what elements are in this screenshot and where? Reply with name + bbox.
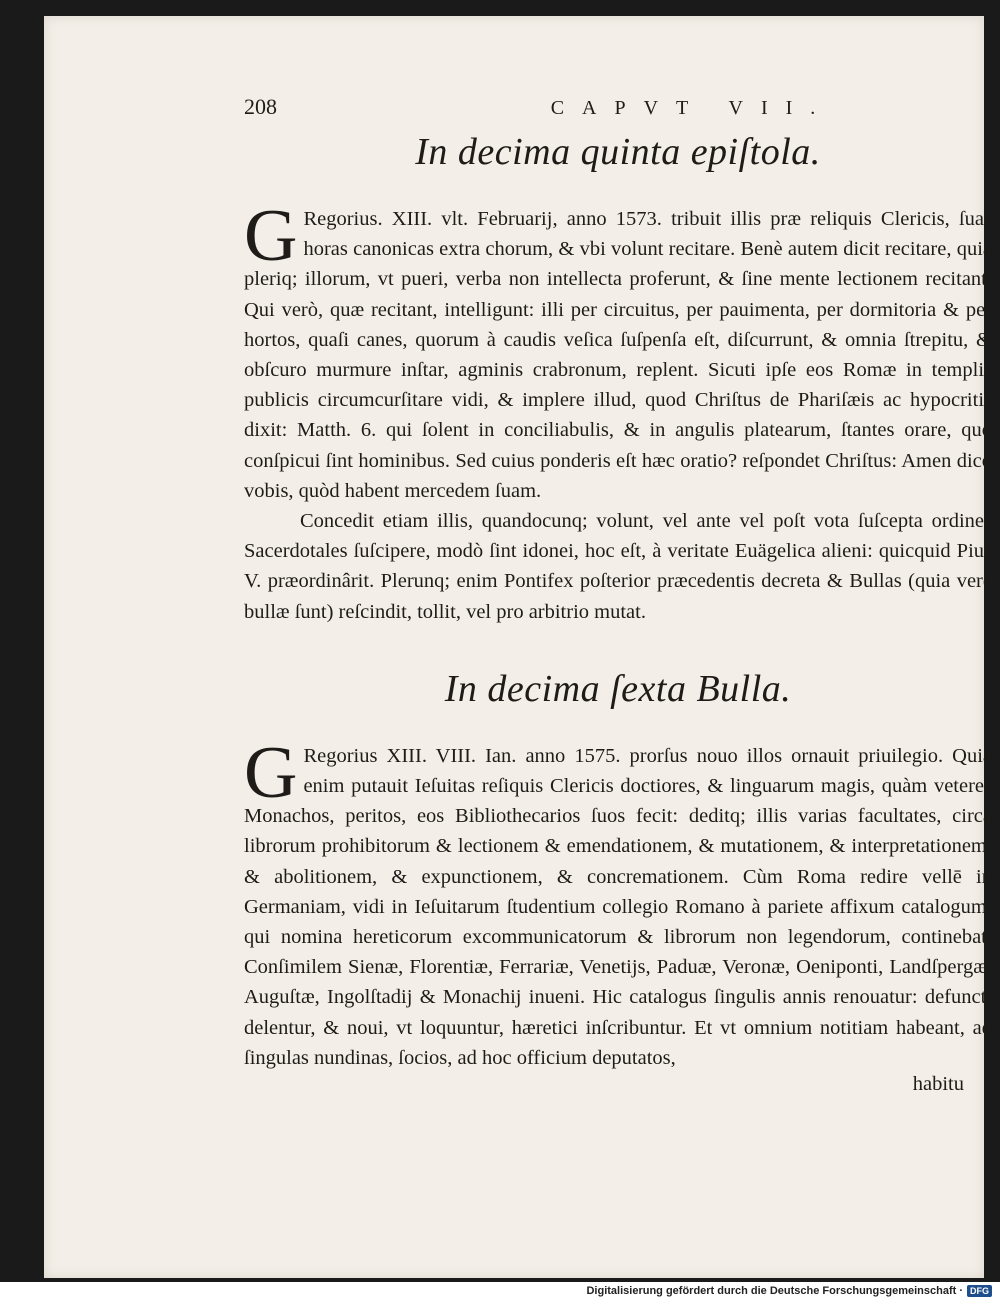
drop-cap: G [244,195,298,277]
section1-paragraph-1-text: Regorius. XIII. vlt. Februarij, anno 1573. tribuit illis præ reliquis Clericis, ſuas horas canonicas extra chorum, & vbi volunt recitare. Benè autem dicit recitare, quia pleriq; illorum, vt pueri, verba non intellecta proferunt, & ſine mente lectionem recitant. Qui verò, quæ recitant, intelligunt: illi per circuitus, per pauimenta, per dormitoria & per hortos, quaſi canes, quorum à caudis veſica ſuſpenſa eſt, diſcurrunt, & omnia ſtrepitu, & obſcuro murmure inſtar, agminis crabronum, replent. Sicuti ipſe eos Romæ in templis publicis circumcurſitare vidi, & implere illud, quod Chriſtus de Phariſæis ac hypocritis dixit: Matth. 6. qui ſolent in conciliabulis, & in angulis platearum, ſtantes orare, quò conſpicui ſint hominibus. Sed cuius ponderis eſt hæc oratio? reſpondet Chriſtus: Amen dico vobis, quòd habent mercedem ſuam. [244,208,992,502]
section2-paragraph-1-text: Regorius XIII. VIII. Ian. anno 1575. prorſus nouo illos ornauit priuilegio. Quia enim putauit Ieſuitas reſiquis Clericis doctiores, & linguarum magis, quàm veteres Monachos, peritos, eos Bibliothecarios ſuos fecit: deditq; illis varias facultates, circa librorum prohibitorum & lectionem & emendationem, & mutationem, & interpretationem, & abolitionem, & expunctionem, & concremationem. Cùm Roma redire vellē in Germaniam, vidi in Ieſuitarum ſtudentium collegio Romano à pariete affixum catalogum, qui nomina hereticorum excommunicatorum & librorum non legendorum, continebat. Conſimilem Sienæ, Florentiæ, Ferrariæ, Venetijs, Paduæ, Veronæ, Oeniponti, Landſpergæ, Auguſtæ, Ingolſtadij & Monachij inueni. Hic catalogus ſingulis annis renouatur: defuncti delentur, & noui, vt loquuntur, hæretici inſcribuntur. Et vt omnium notitiam habeant, ad ſingulas nundinas, ſocios, ad hoc officium deputatos, [244,744,992,1069]
section1-paragraph-1 [244,195,992,506]
section-heading-1: In decima quinta epiſtola. [415,131,821,173]
footer-credit: Digitalisierung gefördert durch die Deutsche Forschungsgemeinschaft · [586,1285,963,1297]
section-heading-2: In decima ſexta Bulla. [444,667,792,710]
running-head: CAPVT VII. [550,97,834,119]
catchword: habitu [912,1073,964,1096]
section2-paragraph-1 [244,731,992,1073]
page-content [244,94,992,1096]
digitization-footer [0,1282,1000,1300]
page-number: 208 [244,94,277,119]
page-header [244,94,992,124]
book-page [44,16,992,1278]
dfg-logo: DFG [967,1285,992,1297]
drop-cap: G [244,731,298,814]
section1-paragraph-2: Concedit etiam illis, quandocunq; volunt, vel ante vel poſt vota ſuſcepta ordines Sacerdotales ſuſcipere, modò ſint idonei, hoc eſt, à veritate Euägelica alieni: quicquid Pius V. præordinârit. Plerunq; enim Pontifex poſterior præcedentis decreta & Bullas (quia verè bullæ ſunt) reſcindit, tollit, vel pro arbitrio mutat. [244,510,992,623]
